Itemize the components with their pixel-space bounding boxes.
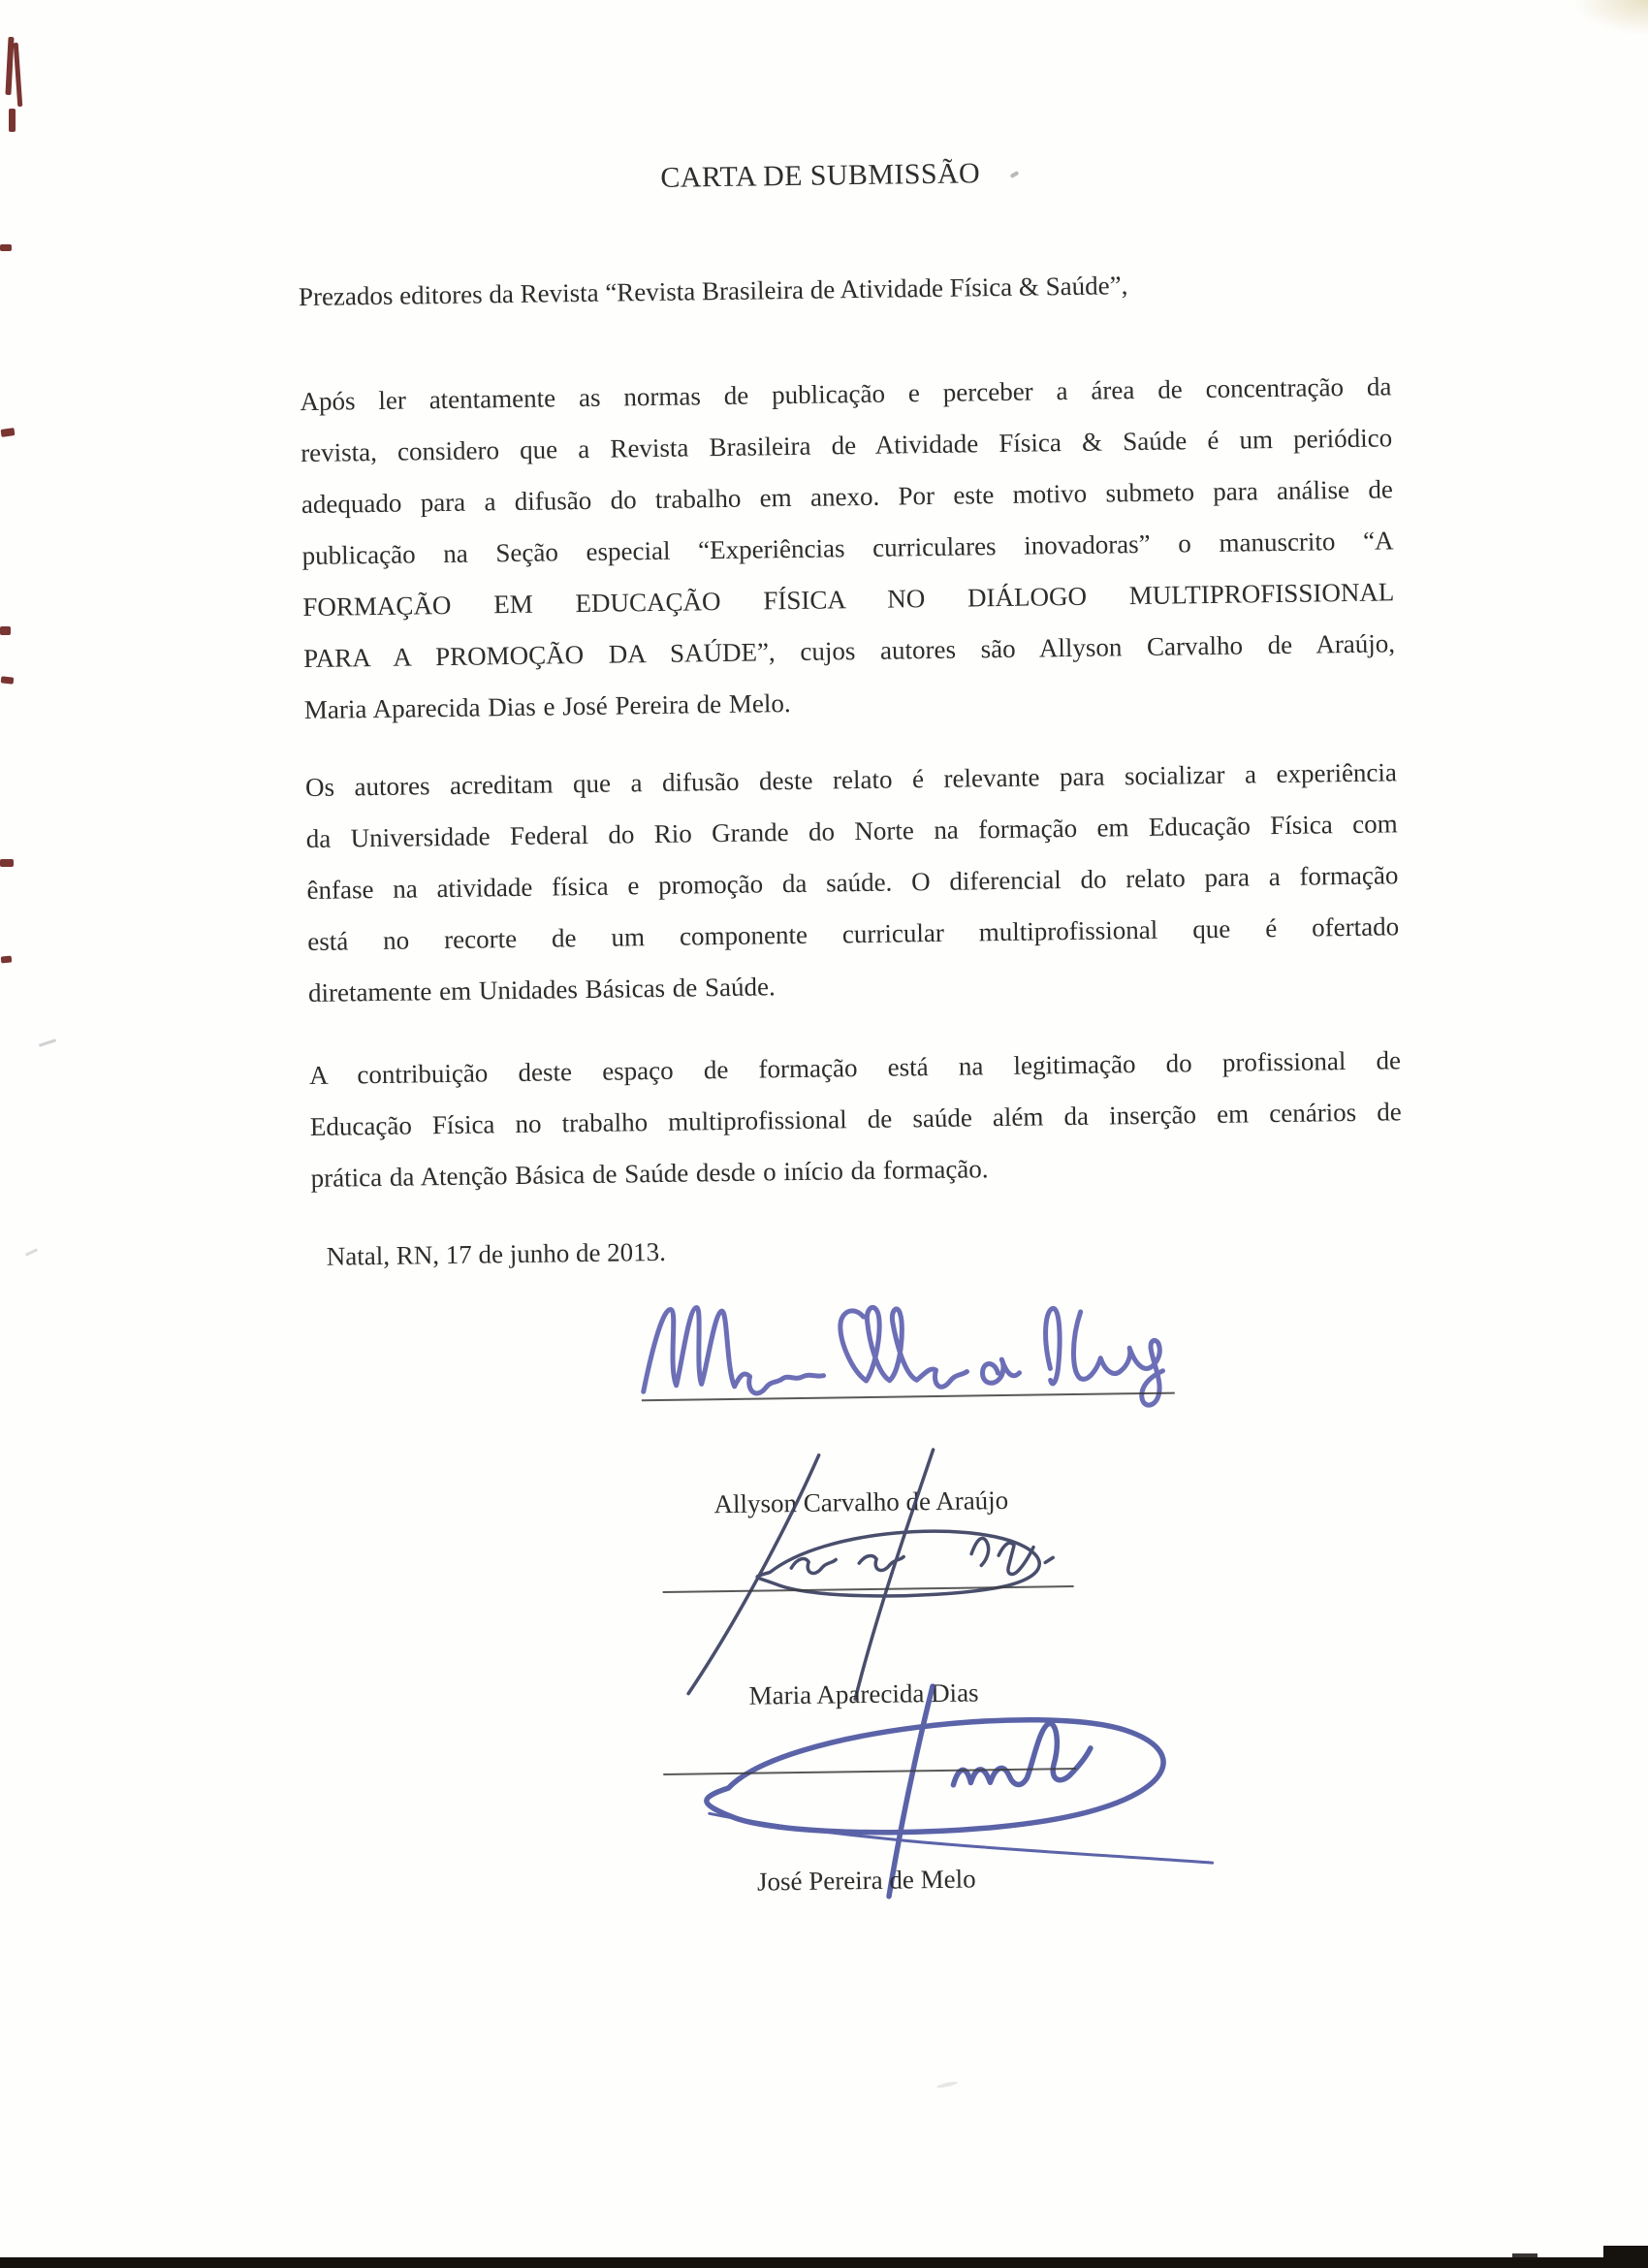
scan-edge-mark: [14, 43, 23, 107]
salutation-line: Prezados editores da Revista “Revista Brasileira de Atividade Física & Saúde”,: [298, 271, 1128, 312]
paragraph-line: A contribuição deste espaço de formação está na legitimação do profissional de: [308, 1045, 1402, 1091]
scan-edge-mark: [9, 109, 16, 132]
paragraph-line: PARA A PROMOÇÃO DA SAÚDE”, cujos autores são Allyson Carvalho de Araújo,: [302, 628, 1396, 674]
paragraph-line: diretamente em Unidades Básicas de Saúde.: [307, 972, 776, 1008]
paragraph-line: Os autores acreditam que a difusão deste relato é relevante para socializar a experiência: [304, 757, 1398, 803]
paragraph-line: prática da Atenção Básica de Saúde desde o início da formação.: [310, 1154, 989, 1193]
signatory-name: José Pereira de Melo: [756, 1864, 976, 1897]
paragraph-line: está no recorte de um componente curricular multiprofissional que é ofertado: [307, 911, 1400, 957]
document-title: CARTA DE SUBMISSÃO: [660, 157, 981, 194]
signature-line: [663, 1768, 1076, 1775]
body-paragraph: [305, 747, 1401, 1019]
scan-edge-mark: [0, 859, 14, 867]
date-line: Natal, RN, 17 de junho de 2013.: [326, 1236, 667, 1271]
scan-smudge: [39, 1038, 56, 1046]
body-paragraph: [309, 1035, 1403, 1204]
paragraph-line: publicação na Seção especial “Experiências curriculares inovadoras” o manuscrito “A: [301, 526, 1394, 571]
signature-line: [642, 1392, 1175, 1402]
signatory-name: Maria Aparecida Dias: [748, 1677, 979, 1710]
scan-smudge: [25, 1248, 38, 1256]
paragraph-line: ênfase na atividade física e promoção da saúde. O diferencial do relato para a formação: [306, 860, 1399, 906]
signatory-name: Allyson Carvalho de Araújo: [713, 1485, 1009, 1519]
scan-edge-mark: [1, 956, 13, 964]
scan-edge-mark: [0, 244, 12, 251]
paragraph-line: Após ler atentamente as normas de publicação e perceber a área de concentração da: [300, 371, 1392, 417]
scan-bottom-bar-bump: [1512, 2253, 1537, 2259]
scan-corner-smudge: [1574, 0, 1648, 35]
paragraph-line: Maria Aparecida Dias e José Pereira de Melo.: [303, 688, 791, 725]
paragraph-line: revista, considero que a Revista Brasileira de Atividade Física & Saúde é um periódico: [300, 423, 1393, 468]
paragraph-line: FORMAÇÃO EM EDUCAÇÃO FÍSICA NO DIÁLOGO MULTIPROFISSIONAL: [302, 577, 1395, 623]
paragraph-line: da Universidade Federal do Rio Grande do Norte na formação em Educação Física com: [305, 809, 1398, 854]
scan-edge-mark: [1, 676, 15, 684]
paragraph-line: Educação Física no trabalho multiprofissional de saúde além da inserção em cenários de: [309, 1097, 1402, 1141]
scan-edge-mark: [0, 626, 11, 635]
signature-line: [663, 1585, 1074, 1593]
letter-content: [295, 0, 1418, 2268]
body-paragraph: [300, 361, 1396, 736]
scan-edge-mark: [1, 428, 16, 437]
paragraph-line: adequado para a difusão do trabalho em anexo. Por este motivo submeto para análise de: [301, 474, 1394, 520]
scan-bottom-bar-right: [1603, 2246, 1648, 2268]
